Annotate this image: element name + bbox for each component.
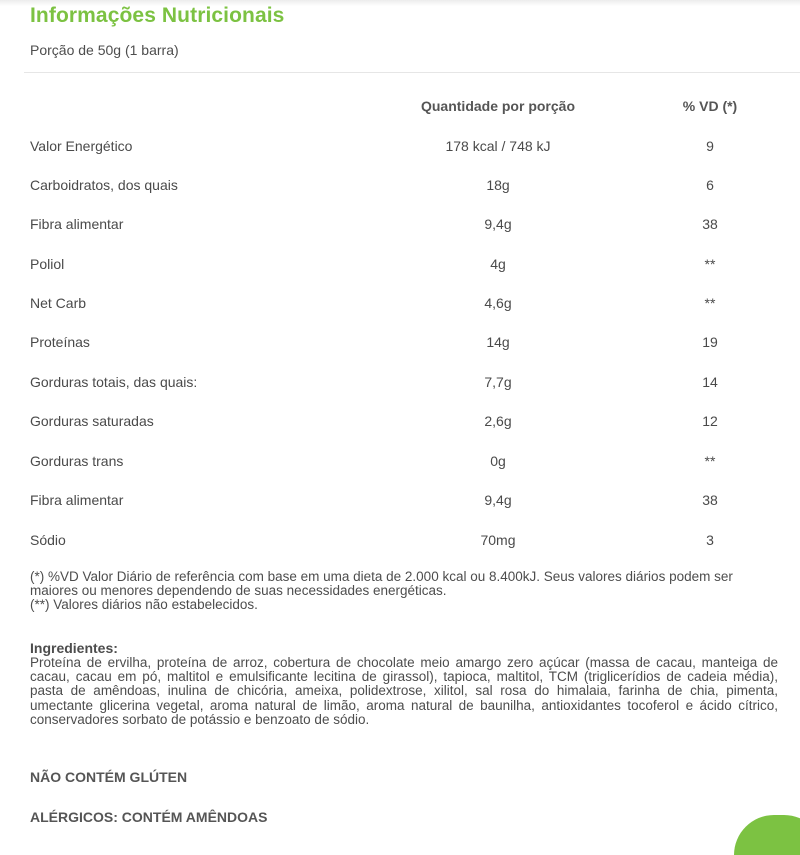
portion-size: Porção de 50g (1 barra) [30,42,179,58]
nutrient-vd: 14 [702,374,718,390]
table-row [30,530,770,550]
table-row [30,214,770,234]
nutrient-quantity: 0g [490,453,506,469]
nutrient-name: Proteínas [30,334,90,350]
nutrient-name: Gorduras trans [30,453,124,469]
nutrient-quantity: 178 kcal / 748 kJ [445,138,551,154]
header-quantity: Quantidade por porção [420,98,575,114]
gluten-notice: NÃO CONTÉM GLÚTEN [30,769,188,785]
chat-widget-button[interactable] [734,815,800,855]
table-row [30,293,770,313]
nutrient-quantity: 18g [486,177,510,193]
nutrient-vd: 6 [706,177,714,193]
table-row [30,332,770,352]
nutrient-vd: 3 [706,532,714,548]
nutrient-name: Carboidratos, dos quais [30,177,178,193]
nutrient-name: Sódio [30,532,66,548]
nutrient-name: Valor Energético [30,138,133,154]
table-row [30,175,770,195]
table-row [30,490,770,510]
nutrient-name: Fibra alimentar [30,216,124,232]
nutrient-vd: 9 [706,138,714,154]
nutrient-quantity: 9,4g [484,492,512,508]
nutrient-name: Net Carb [30,295,87,311]
nutrient-vd: ** [704,453,716,469]
table-row [30,254,770,274]
nd-footnote: (**) Valores diários não estabelecidos. [30,597,258,612]
nutrient-vd: 19 [702,334,718,350]
nutrient-name: Poliol [30,256,65,272]
vd-footnote: (*) %VD Valor Diário de referência com base em uma dieta de 2.000 kcal ou 8.400kJ. Seus valores diários podem ser maiores ou menores dependendo de suas necessidades energéticas. [30,569,733,598]
nutrient-quantity: 4g [490,256,506,272]
nutrient-quantity: 70mg [480,532,516,548]
ingredients-title: Ingredientes: [30,640,118,656]
table-row [30,372,770,392]
nutrient-quantity: 4,6g [484,295,512,311]
nutrient-quantity: 14g [486,334,510,350]
nutrient-vd: 38 [702,492,718,508]
table-row [30,451,770,471]
nutrient-vd: ** [704,295,716,311]
nutrient-quantity: 9,4g [484,216,512,232]
nutrient-name: Fibra alimentar [30,492,124,508]
nutrient-vd: ** [704,256,716,272]
table-header [30,96,770,116]
nutrient-vd: 38 [702,216,718,232]
header-vd: % VD (*) [682,98,738,114]
nutrient-name: Gorduras totais, das quais: [30,374,198,390]
table-row [30,411,770,431]
nutrient-name: Gorduras saturadas [30,413,154,429]
nutrient-quantity: 2,6g [484,413,512,429]
allergen-notice: ALÉRGICOS: CONTÉM AMÊNDOAS [30,809,268,825]
divider [24,72,800,73]
nutrient-vd: 12 [702,413,718,429]
footnotes [30,570,775,612]
nutrient-quantity: 7,7g [484,374,512,390]
table-row [30,136,770,156]
ingredients-text: Proteína de ervilha, proteína de arroz, cobertura de chocolate meio amargo zero açúcar (massa de cacau, manteiga de cacau, cacau em pó, maltitol e emulsificante lecitina de girassol), tapioca, maltitol, TCM (triglicerídios de cadeia média), pasta de amêndoas, inulina de chicória, ameixa, polidextrose, xilitol, sal rosa do himalaia, farinha de chia, pimenta, umectante glicerina vegetal, aroma natural de limão, aroma natural de baunilha, antioxidantes tocoferol e ácido cítrico, conservadores sorbato de potássio e benzoato de sódio. [30,655,778,727]
page-title: Informações Nutricionais [30,4,285,27]
